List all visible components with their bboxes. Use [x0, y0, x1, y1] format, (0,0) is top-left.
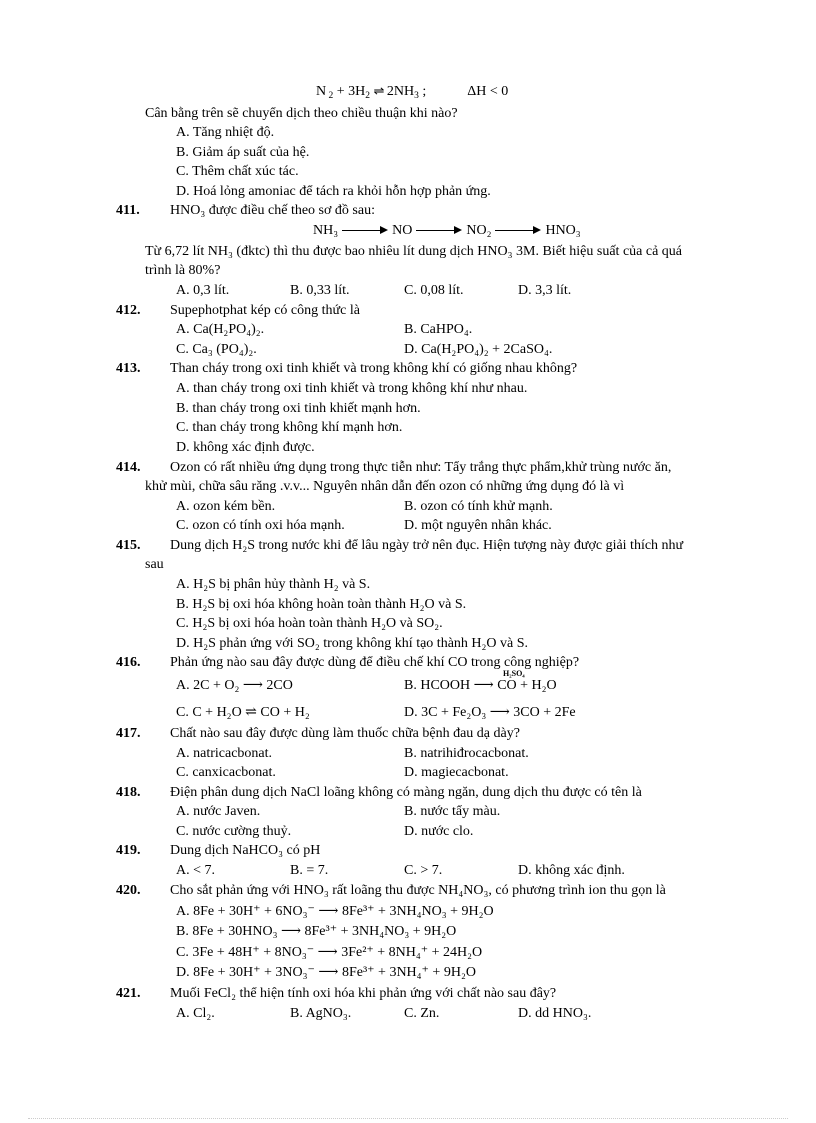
- option-c: C. H₂S bị oxi hóa hoàn toàn thành H₂O và SO₂.: [176, 616, 443, 631]
- option-b: B. ozon có tính khử mạnh.: [404, 499, 553, 514]
- option-d: D. không xác định được.: [176, 440, 315, 455]
- option-d: D. nước clo.: [404, 824, 474, 839]
- option-d: D. Hoá lỏng amoniac để tách ra khỏi hỗn hợp phản ứng.: [176, 184, 491, 199]
- equation-nh3: 2NH: [386, 84, 415, 99]
- question-number: 418.: [116, 785, 141, 800]
- option-d: D. dd HNO₃.: [518, 1006, 592, 1021]
- option-d: D. 3,3 lít.: [518, 283, 572, 298]
- option-d: D. magiecacbonat.: [404, 765, 509, 780]
- option-b: B. = 7.: [290, 863, 329, 878]
- question-text: Phản ứng nào sau đây được dùng để điều chế khí CO trong công nghiệp?: [170, 655, 580, 670]
- reaction-scheme: NH₃ NO NO₂ HNO₃: [313, 223, 581, 238]
- option-a: A. Ca(H₂PO₄)₂.: [176, 322, 265, 337]
- option-c: C. Ca₃ (PO₄)₂.: [176, 342, 257, 357]
- question-number: 419.: [116, 843, 141, 858]
- option-a: A. 8Fe + 30H⁺ + 6NO₃⁻ ⟶ 8Fe³⁺ + 3NH₄NO₃ + 9H₂O: [176, 904, 494, 919]
- question-number: 417.: [116, 726, 141, 741]
- question-text: Ozon có rất nhiều ứng dụng trong thực tiễn như: Tẩy trắng thực phẩm,khử trùng nước ăn,: [170, 460, 672, 475]
- option-b: B. 8Fe + 30HNO₃ ⟶ 8Fe³⁺ + 3NH₄NO₃ + 9H₂O: [176, 924, 457, 939]
- question-number: 421.: [116, 986, 141, 1001]
- option-d: D. H₂S phản ứng với SO₂ trong không khí tạo thành H₂O và S.: [176, 636, 529, 651]
- option-a: A. < 7.: [176, 863, 216, 878]
- question-text-cont: Từ 6,72 lít NH₃ (đktc) thì thu được bao nhiêu lít dung dịch HNO₃ 3M. Biết hiệu suất của cả quá: [145, 244, 683, 259]
- arrow-icon: [416, 230, 462, 232]
- question-text-cont: sau: [145, 557, 164, 572]
- question-number: 415.: [116, 538, 141, 553]
- catalyst-label: H₂SO₄: [503, 669, 525, 678]
- question-text: Muối FeCl₂ thể hiện tính oxi hóa khi phản ứng với chất nào sau đây?: [170, 986, 557, 1001]
- question-text: HNO₃ được điều chế theo sơ đồ sau:: [170, 203, 375, 218]
- option-b: B. H₂S bị oxi hóa không hoàn toàn thành H₂O và S.: [176, 597, 467, 612]
- option-d: D. 8Fe + 30H⁺ + 3NO₃⁻ ⟶ 8Fe³⁺ + 3NH₄⁺ + 9H₂O: [176, 965, 476, 980]
- question-text: Cân bằng trên sẽ chuyển dịch theo chiều thuận khi nào?: [145, 106, 458, 121]
- option-a: A. than cháy trong oxi tinh khiết và trong không khí như nhau.: [176, 381, 528, 396]
- option-b: B. AgNO₃.: [290, 1006, 352, 1021]
- option-c: C. C + H₂O ⇌ CO + H₂: [176, 705, 310, 720]
- option-a: A. Tăng nhiệt độ.: [176, 125, 275, 140]
- question-text: Than cháy trong oxi tinh khiết và trong không khí có giống nhau không?: [170, 361, 578, 376]
- option-c: C. 0,08 lít.: [404, 283, 464, 298]
- option-c: C. Thêm chất xúc tác.: [176, 164, 299, 179]
- option-c: C. canxicacbonat.: [176, 765, 276, 780]
- option-d: D. không xác định.: [518, 863, 625, 878]
- page-bottom-divider: [28, 1118, 788, 1119]
- question-text: Dung dịch NaHCO₃ có pH: [170, 843, 321, 858]
- question-text: Điện phân dung dịch NaCl loãng không có màng ngăn, dung dịch thu được có tên là: [170, 785, 642, 800]
- option-a: A. 0,3 lít.: [176, 283, 230, 298]
- option-b: B. natrihiđrocacbonat.: [404, 746, 529, 761]
- question-text: Dung dịch H₂S trong nước khi để lâu ngày trở nên đục. Hiện tượng này được giải thích như: [170, 538, 684, 553]
- option-b: B. CaHPO₄.: [404, 322, 473, 337]
- option-d: D. 3C + Fe₂O₃ ⟶ 3CO + 2Fe: [404, 705, 576, 720]
- question-text-cont: trình là 80%?: [145, 263, 221, 278]
- question-text: Chất nào sau đây được dùng làm thuốc chữa bệnh đau dạ dày?: [170, 726, 520, 741]
- option-a: A. Cl₂.: [176, 1006, 215, 1021]
- option-c: C. nước cường thuỷ.: [176, 824, 292, 839]
- question-text: Cho sắt phản ứng với HNO₃ rất loãng thu được NH₄NO₃, có phương trình ion thu gọn là: [170, 883, 666, 898]
- question-number: 413.: [116, 361, 141, 376]
- arrow-icon: [342, 230, 388, 232]
- option-c: C. 3Fe + 48H⁺ + 8NO₃⁻ ⟶ 3Fe²⁺ + 8NH₄⁺ + 24H₂O: [176, 945, 483, 960]
- equilibrium-equation: N $_2 + 3H_2$ ⇌ $2NH_3$ ; ΔH < 0: [316, 83, 509, 101]
- option-c: C. > 7.: [404, 863, 443, 878]
- enthalpy-condition: ΔH < 0: [467, 84, 509, 99]
- question-number: 420.: [116, 883, 141, 898]
- option-c: C. ozon có tính oxi hóa mạnh.: [176, 518, 345, 533]
- equation-n2: N: [316, 84, 327, 99]
- question-text: Supephotphat kép có công thức là: [170, 303, 360, 318]
- option-c: C. than cháy trong không khí mạnh hơn.: [176, 420, 403, 435]
- option-b: B. 0,33 lít.: [290, 283, 350, 298]
- option-b: B. nước tẩy màu.: [404, 804, 501, 819]
- equation-h2: + 3H: [336, 84, 366, 99]
- question-number: 416.: [116, 655, 141, 670]
- arrow-icon: [495, 230, 541, 232]
- option-a: A. nước Javen.: [176, 804, 261, 819]
- option-b: B. HCOOH ⟶ CO + H₂O: [404, 678, 557, 693]
- option-d: D. Ca(H₂PO₄)₂ + 2CaSO₄.: [404, 342, 553, 357]
- option-a: A. natricacbonat.: [176, 746, 273, 761]
- option-a: A. 2C + O₂ ⟶ 2CO: [176, 678, 293, 693]
- question-text-cont: khử mùi, chữa sâu răng .v.v... Nguyên nhân dẫn đến ozon có những ứng dụng đó là vì: [145, 479, 625, 494]
- option-a: A. ozon kém bền.: [176, 499, 276, 514]
- option-c: C. Zn.: [404, 1006, 440, 1021]
- question-number: 414.: [116, 460, 141, 475]
- option-a: A. H₂S bị phân hủy thành H₂ và S.: [176, 577, 371, 592]
- reversible-arrow-icon: ⇌: [373, 83, 384, 98]
- question-number: 411.: [116, 203, 140, 218]
- option-b: B. than cháy trong oxi tinh khiết mạnh hơn.: [176, 401, 421, 416]
- question-number: 412.: [116, 303, 141, 318]
- option-b: B. Giảm áp suất của hệ.: [176, 145, 310, 160]
- option-d: D. một nguyên nhân khác.: [404, 518, 552, 533]
